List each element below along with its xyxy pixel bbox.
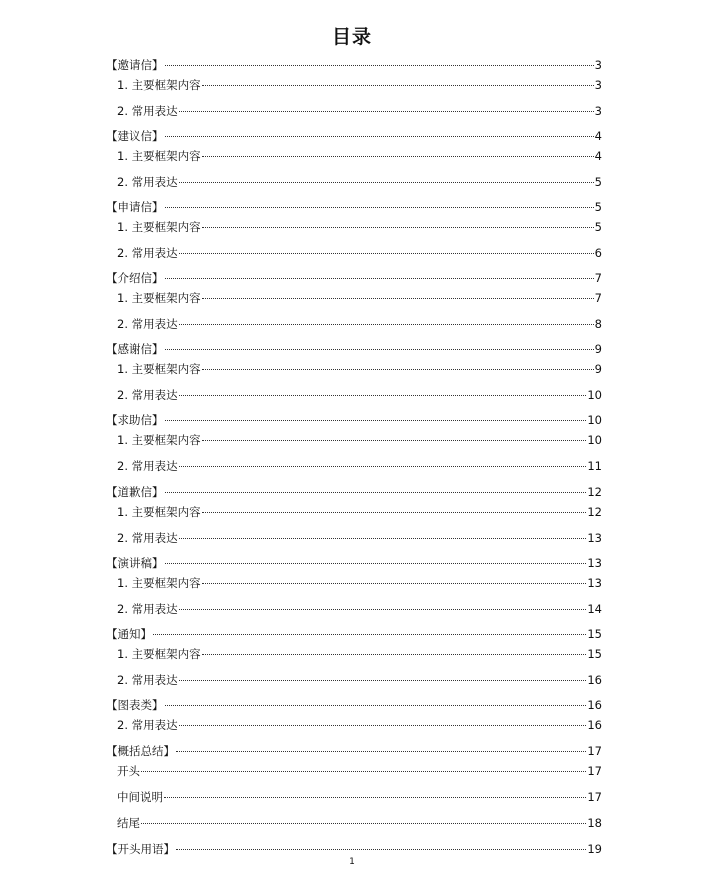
toc-entry-page: 7 <box>594 291 602 305</box>
toc-entry[interactable] <box>117 718 602 732</box>
toc-entry-page: 3 <box>594 104 602 118</box>
toc-entry[interactable] <box>117 149 602 163</box>
toc-entry-page: 5 <box>594 200 602 214</box>
leader-dots <box>179 324 594 325</box>
toc-entry-page: 13 <box>587 531 602 545</box>
toc-entry[interactable] <box>117 764 602 778</box>
toc-entry[interactable] <box>117 175 602 189</box>
leader-dots <box>165 207 594 208</box>
leader-dots <box>179 538 587 539</box>
toc-entry-heading[interactable] <box>106 342 602 356</box>
toc-entry-label: 【申请信】 <box>106 200 164 214</box>
toc-entry-label: 2. 常用表达 <box>117 388 178 402</box>
toc-entry-page: 13 <box>587 576 602 590</box>
leader-dots <box>165 563 587 564</box>
leader-dots <box>165 349 594 350</box>
toc-entry-page: 11 <box>587 459 602 473</box>
leader-dots <box>179 111 594 112</box>
toc-entry-label: 1. 主要框架内容 <box>117 291 201 305</box>
toc-entry-heading[interactable] <box>106 129 602 143</box>
toc-entry-label: 1. 主要框架内容 <box>117 433 201 447</box>
toc-entry-page: 15 <box>587 627 602 641</box>
leader-dots <box>202 298 594 299</box>
toc-entry-page: 16 <box>587 673 602 687</box>
toc-entry-page: 16 <box>587 718 602 732</box>
toc-entry-label: 【求助信】 <box>106 413 164 427</box>
toc-entry-heading[interactable] <box>106 842 602 856</box>
toc-entry-page: 6 <box>594 246 602 260</box>
toc-entry-page: 5 <box>594 220 602 234</box>
toc-entry[interactable] <box>117 220 602 234</box>
toc-entry-label: 2. 常用表达 <box>117 718 178 732</box>
footer-page-number: 1 <box>349 857 355 867</box>
toc-entry-label: 1. 主要框架内容 <box>117 78 201 92</box>
toc-entry-page: 16 <box>587 698 602 712</box>
toc-entry-label: 【开头用语】 <box>106 842 175 856</box>
toc-entry-heading[interactable] <box>106 556 602 570</box>
toc-entry-page: 4 <box>594 149 602 163</box>
toc-entry[interactable] <box>117 291 602 305</box>
leader-dots <box>165 65 594 66</box>
toc-entry[interactable] <box>117 816 602 830</box>
toc-entry[interactable] <box>117 602 602 616</box>
toc-entry[interactable] <box>117 246 602 260</box>
toc-entry-label: 2. 常用表达 <box>117 673 178 687</box>
toc-entry-heading[interactable] <box>106 200 602 214</box>
leader-dots <box>179 725 587 726</box>
toc-entry-page: 4 <box>594 129 602 143</box>
toc-entry-page: 12 <box>587 505 602 519</box>
toc-entry-page: 3 <box>594 78 602 92</box>
leader-dots <box>165 420 587 421</box>
leader-dots <box>202 227 594 228</box>
leader-dots <box>165 492 587 493</box>
toc-entry-label: 2. 常用表达 <box>117 246 178 260</box>
toc-entry-label: 2. 常用表达 <box>117 602 178 616</box>
toc-entry-label: 1. 主要框架内容 <box>117 362 201 376</box>
toc-entry[interactable] <box>117 673 602 687</box>
toc-entry-heading[interactable] <box>106 413 602 427</box>
toc-entry-label: 【通知】 <box>106 627 152 641</box>
toc-entry-label: 【道歉信】 <box>106 485 164 499</box>
leader-dots <box>141 823 586 824</box>
toc-entry[interactable] <box>117 505 602 519</box>
toc-entry-page: 17 <box>587 764 602 778</box>
leader-dots <box>202 440 587 441</box>
toc-entry-heading[interactable] <box>106 698 602 712</box>
leader-dots <box>176 849 586 850</box>
toc-entry-label: 【概括总结】 <box>106 744 175 758</box>
toc-entry[interactable] <box>117 362 602 376</box>
leader-dots <box>202 512 587 513</box>
toc-entry[interactable] <box>117 78 602 92</box>
toc-entry-page: 10 <box>587 388 602 402</box>
toc-entry[interactable] <box>117 576 602 590</box>
leader-dots <box>165 136 594 137</box>
toc-entry[interactable] <box>117 317 602 331</box>
leader-dots <box>141 771 586 772</box>
toc-entry-label: 1. 主要框架内容 <box>117 647 201 661</box>
toc-entry[interactable] <box>117 531 602 545</box>
toc-entry-label: 1. 主要框架内容 <box>117 149 201 163</box>
toc-entry-page: 14 <box>587 602 602 616</box>
toc-entry-label: 1. 主要框架内容 <box>117 505 201 519</box>
leader-dots <box>153 634 586 635</box>
toc-entry-page: 10 <box>587 433 602 447</box>
toc-entry-label: 2. 常用表达 <box>117 317 178 331</box>
toc-entry-heading[interactable] <box>106 58 602 72</box>
toc-entry-page: 10 <box>587 413 602 427</box>
leader-dots <box>164 797 586 798</box>
leader-dots <box>165 278 594 279</box>
toc-title: 目录 <box>331 26 372 48</box>
toc-entry-page: 18 <box>587 816 602 830</box>
leader-dots <box>179 182 594 183</box>
toc-entry-page: 9 <box>594 362 602 376</box>
leader-dots <box>179 609 587 610</box>
toc-entry-label: 【邀请信】 <box>106 58 164 72</box>
toc-entry-label: 【感谢信】 <box>106 342 164 356</box>
toc-entry-page: 19 <box>587 842 602 856</box>
toc-entry-label: 2. 常用表达 <box>117 104 178 118</box>
toc-entry-page: 3 <box>594 58 602 72</box>
toc-entry-label: 【演讲稿】 <box>106 556 164 570</box>
leader-dots <box>179 395 587 396</box>
toc-entry[interactable] <box>117 647 602 661</box>
toc-entry[interactable] <box>117 433 602 447</box>
toc-entry-label: 中间说明 <box>117 790 163 804</box>
toc-entry-label: 【图表类】 <box>106 698 164 712</box>
toc-entry-page: 9 <box>594 342 602 356</box>
toc-entry[interactable] <box>117 104 602 118</box>
leader-dots <box>176 751 586 752</box>
leader-dots <box>202 85 594 86</box>
leader-dots <box>165 705 587 706</box>
toc-entry-heading[interactable] <box>106 271 602 285</box>
leader-dots <box>202 654 587 655</box>
toc-entry[interactable] <box>117 790 602 804</box>
toc-entry-label: 开头 <box>117 764 140 778</box>
toc-entry-label: 【介绍信】 <box>106 271 164 285</box>
toc-entry-page: 7 <box>594 271 602 285</box>
toc-entry-label: 2. 常用表达 <box>117 531 178 545</box>
toc-entry-heading[interactable] <box>106 744 602 758</box>
toc-entry-page: 12 <box>587 485 602 499</box>
toc-entry-page: 17 <box>587 744 602 758</box>
leader-dots <box>179 253 594 254</box>
toc-entry-page: 5 <box>594 175 602 189</box>
toc-entry-page: 13 <box>587 556 602 570</box>
toc-entry-label: 1. 主要框架内容 <box>117 220 201 234</box>
toc-entry-heading[interactable] <box>106 627 602 641</box>
toc-entry-label: 1. 主要框架内容 <box>117 576 201 590</box>
toc-entry-label: 2. 常用表达 <box>117 459 178 473</box>
toc-entry-label: 结尾 <box>117 816 140 830</box>
toc-entry-page: 17 <box>587 790 602 804</box>
leader-dots <box>202 156 594 157</box>
leader-dots <box>179 680 587 681</box>
toc-entry[interactable] <box>117 388 602 402</box>
toc-entry-label: 2. 常用表达 <box>117 175 178 189</box>
leader-dots <box>202 369 594 370</box>
toc-entry-page: 15 <box>587 647 602 661</box>
toc-entry-label: 【建议信】 <box>106 129 164 143</box>
leader-dots <box>179 466 587 467</box>
toc-entry[interactable] <box>117 459 602 473</box>
toc-entry-heading[interactable] <box>106 485 602 499</box>
toc-entry-page: 8 <box>594 317 602 331</box>
leader-dots <box>202 583 587 584</box>
